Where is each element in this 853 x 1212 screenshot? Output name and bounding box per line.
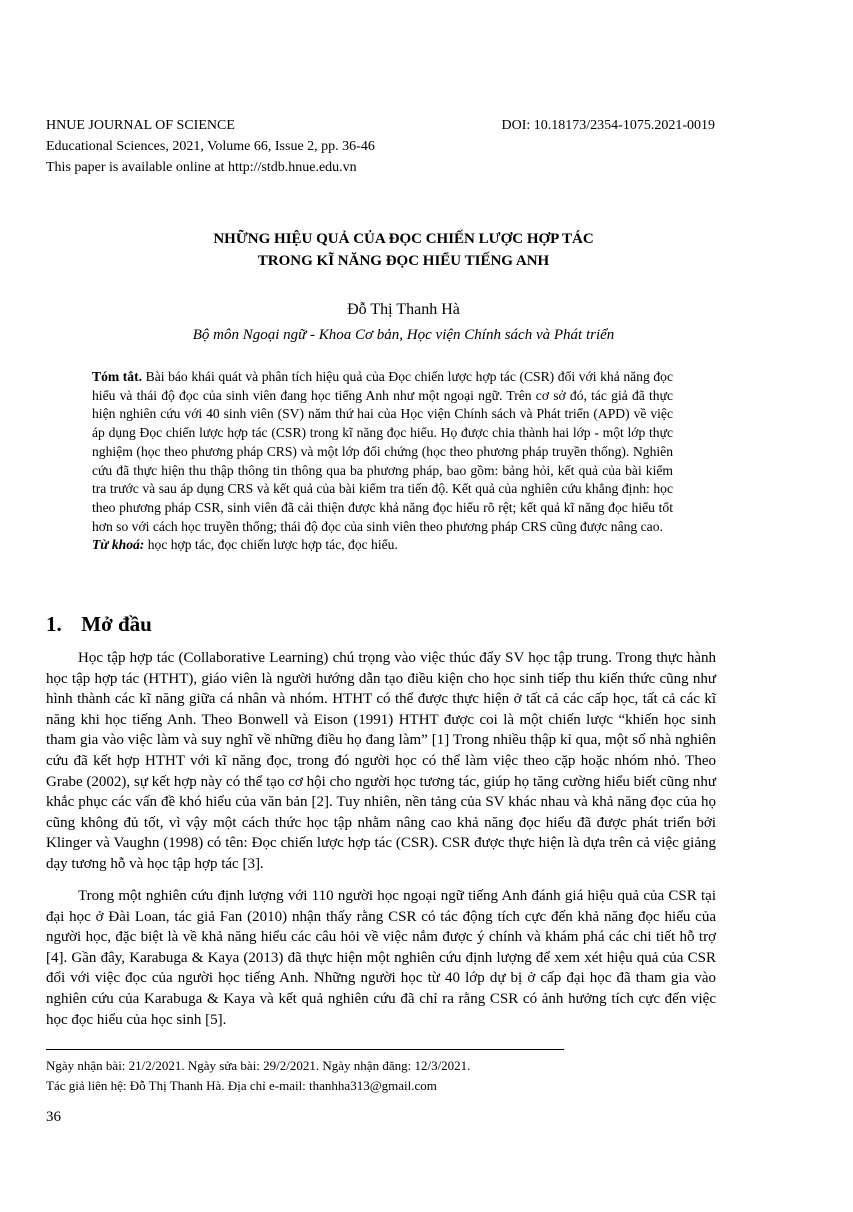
journal-name: HNUE JOURNAL OF SCIENCE — [46, 118, 235, 133]
body-paragraph-2 — [46, 886, 716, 1030]
paper-title-line-2: TRONG KĨ NĂNG ĐỌC HIỂU TIẾNG ANH — [257, 253, 550, 269]
section-title: Mở đầu — [81, 612, 152, 636]
abstract-body — [92, 368, 673, 536]
keywords — [92, 536, 673, 555]
author-name: Đỗ Thị Thanh Hà — [347, 301, 460, 318]
doi-link[interactable]: DOI: 10.18173/2354-1075.2021-0019 — [501, 118, 715, 133]
footnote-divider — [46, 1049, 564, 1050]
body-paragraph-1 — [46, 648, 716, 875]
page-number: 36 — [46, 1109, 61, 1125]
paper-title-line-1: NHỮNG HIỆU QUẢ CỦA ĐỌC CHIẾN LƯỢC HỢP TÁC — [213, 231, 594, 247]
issue-info: Educational Sciences, 2021, Volume 66, Issue 2, pp. 36-46 — [46, 139, 375, 154]
author-affiliation: Bộ môn Ngoại ngữ - Khoa Cơ bản, Học viện Chính sách và Phát triển — [192, 327, 615, 343]
section-heading — [46, 611, 152, 637]
section-number: 1. — [46, 612, 62, 636]
availability-note: This paper is available online at http://stdb.hnue.edu.vn — [46, 160, 357, 175]
keywords-label: Từ khoá: — [92, 537, 145, 553]
abstract-text: Bài báo khái quát và phân tích hiệu quả của Đọc chiến lược hợp tác (CSR) đối với khả năng đọc hiểu và thái độ đọc của sinh viên đang học tiếng Anh như một ngoại ngữ. Trên cơ sở đó, tác giả đã thực hiện nghiên cứu với 40 sinh viên (SV) năm thứ hai của Học viện Chính sách và Phát triển (APD) về việc áp dụng Đọc chiến lược hợp tác (CSR) trong kĩ năng đọc hiểu. Họ được chia thành hai lớp - một lớp thực nghiệm (học theo phương pháp CRS) và một lớp đối chứng (học theo phương pháp truyền thống). Nghiên cứu đã thực hiện thu thập thông tin thông qua ba phương pháp, bao gồm: bảng hỏi, kết quả của bài kiểm tra trước và sau áp dụng CRS và kết quả của bài kiểm tra tiến độ. Kết quả của nghiên cứu khẳng định: học theo phương pháp CSR, sinh viên đã cải thiện được khả năng đọc hiểu rõ rệt; kết quả kĩ năng đọc hiểu tốt hơn so với cách học truyền thống; thái độ đọc của sinh viên theo phương pháp CRS cũng được nâng cao. — [92, 369, 673, 534]
paragraph-text: Trong một nghiên cứu định lượng với 110 người học ngoại ngữ tiếng Anh đánh giá hiệu quả của CSR tại đại học ở Đài Loan, tác giả Fan (2010) nhận thấy rằng CSR có tác động tích cực đến khả năng đọc hiểu của người học, đặc biệt là về khả năng hiểu các câu hỏi về việc nắm được ý chính và khám phá các chi tiết hỗ trợ [4]. Gần đây, Karabuga & Kaya (2013) đã thực hiện một nghiên cứu định lượng để xem xét hiệu quả của CSR đối với việc đọc của người học tiếng Anh. Những người học từ 40 lớp dự bị ở cấp đại học đã tham gia vào nghiên cứu của Karabuga & Kaya và kết quả nghiên cứu đã chỉ ra rằng CSR có ảnh hưởng tích cực đến việc học đọc hiểu của học sinh [5]. — [46, 888, 716, 1028]
paragraph-text: Học tập hợp tác (Collaborative Learning) chú trọng vào việc thúc đẩy SV học tập trung. Trong thực hành học tập hợp tác (HTHT), giáo viên là người hướng dẫn tạo điều kiện cho học sinh tiếp thu kiến thức cũng như hình thành các kĩ năng giữa cá nhân và nhóm. HTHT có thể được thực hiện ở tất cả các cấp học, tất cả các kĩ năng khi học tiếng Anh. Theo Bonwell và Eison (1991) HTHT được coi là một chiến lược “khiến học sinh tham gia vào việc làm và suy nghĩ về những điều họ đang làm” [1] Trong nhiều thập kỉ qua, một số nhà nghiên cứu đã kết hợp HTHT với kĩ năng đọc, trong đó người học có thể làm việc theo cặp hoặc nhóm nhỏ. Theo Grabe (2002), sự kết hợp này có thể tạo cơ hội cho người học tương tác, giúp họ tăng cường hiểu biết cũng như khắc phục các vấn đề khó hiểu của văn bản [2]. Tuy nhiên, nền tảng của SV khác nhau và khả năng đọc của họ cũng không đủ tốt, vì vậy một cách thức học tập nhằm nâng cao khả năng đọc hiểu đã được phát triển bởi Klinger và Vaughn (1998) có tên: Đọc chiến lược hợp tác (CSR). CSR được thực hiện là dựa trên cả việc giảng dạy tương hỗ và học tập hợp tác [3]. — [46, 650, 716, 872]
abstract-label: Tóm tắt. — [92, 369, 143, 384]
footnote-dates: Ngày nhận bài: 21/2/2021. Ngày sửa bài: 29/2/2021. Ngày nhận đăng: 12/3/2021. — [46, 1058, 471, 1073]
footnote-contact: Tác giả liên hệ: Đỗ Thị Thanh Hà. Địa chỉ e-mail: thanhha313@gmail.com — [46, 1078, 437, 1093]
keywords-text: học hợp tác, đọc chiến lược hợp tác, đọc hiểu. — [144, 537, 398, 553]
abstract — [92, 368, 673, 555]
